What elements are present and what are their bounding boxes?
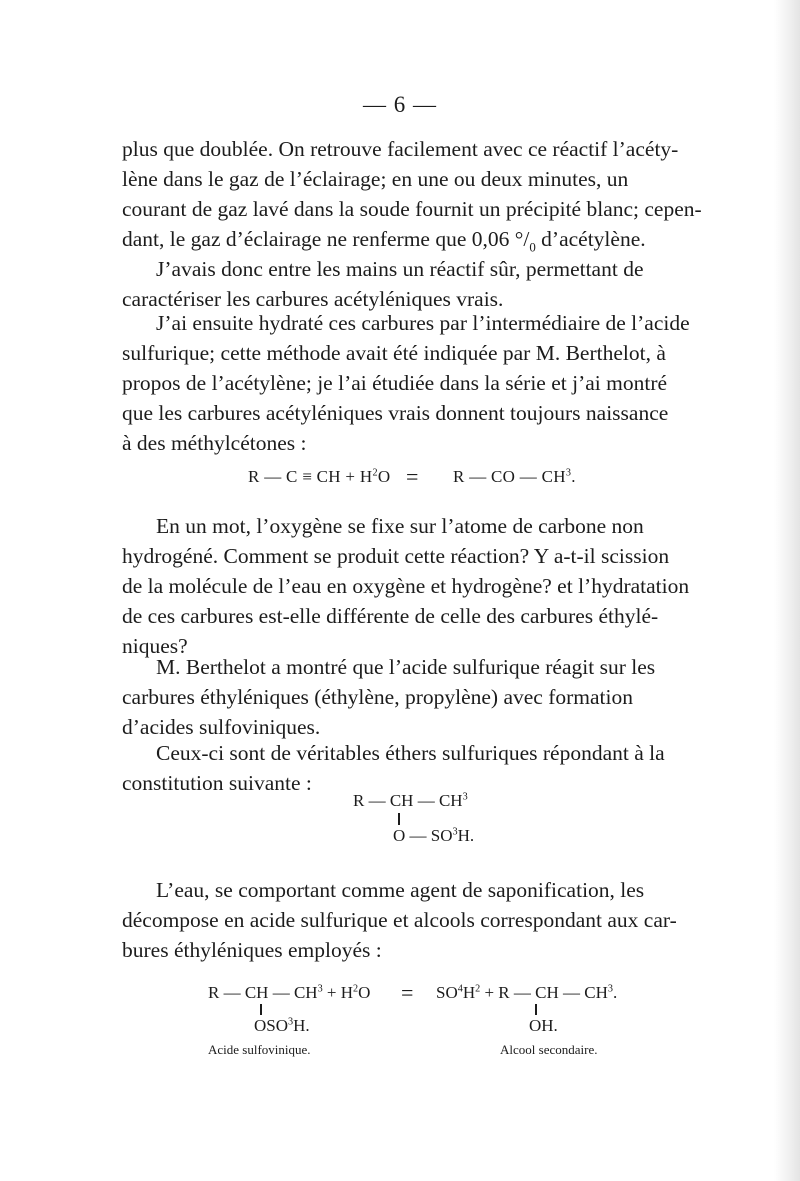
equation-left-side: [248, 467, 390, 487]
text-line: à des méthylcétones :: [122, 431, 307, 455]
formula-text: + R — CH — CH: [480, 983, 608, 1002]
structure-sub-left: [254, 1016, 310, 1036]
formula-text: R — CO — CH: [453, 467, 566, 486]
structure-sub-right: OH.: [529, 1016, 558, 1035]
text-line: plus que doublée. On retrouve facilement avec ce réactif l’acéty-: [122, 137, 679, 161]
text-line: hydrogéné. Comment se produit cette réaction? Y a-t-il scission: [122, 544, 670, 568]
formula-text: OSO: [254, 1016, 289, 1035]
formula-text: .: [612, 983, 618, 1002]
equation-right-side: [436, 983, 617, 1003]
text-line: constitution suivante :: [122, 771, 312, 795]
paragraph-2: [122, 254, 706, 314]
structure-bottom-row: [393, 826, 474, 846]
bond-line: [535, 1004, 537, 1015]
formula-text: H: [462, 983, 476, 1002]
text-line: de ces carbures est-elle différente de celle des carbures éthylé-: [122, 604, 659, 628]
saponification-equation: [208, 980, 628, 1063]
formula-text: .: [571, 467, 576, 486]
text-line: [122, 224, 706, 254]
per-mille-subscript: 0: [529, 240, 536, 255]
text-line: M. Berthelot a montré que l’acide sulfurique réagit sur les: [156, 655, 656, 679]
equation-left-side: [208, 983, 370, 1003]
formula-text: SO: [436, 983, 458, 1002]
formula-text: R — CH — CH: [208, 983, 318, 1002]
sulfovinic-acid-structure: [353, 791, 513, 851]
paragraph-3: [122, 308, 706, 458]
text-line: J’avais donc entre les mains un réactif sûr, permettant de: [156, 257, 644, 281]
superscript: 4: [457, 983, 463, 995]
superscript: 2: [353, 983, 359, 995]
formula-text: O: [358, 983, 371, 1002]
page-edge-shadow: [774, 0, 800, 1181]
text-line: En un mot, l’oxygène se fixe sur l’atome de carbone non: [156, 514, 644, 538]
superscript: 3: [288, 1016, 294, 1028]
paragraph-6: [122, 738, 706, 798]
text-line: carbures éthyléniques (éthylène, propylène) avec formation: [122, 685, 634, 709]
formula-text: H.: [457, 826, 475, 845]
superscript: 3: [452, 826, 458, 838]
formula-text: R — CH — CH: [353, 791, 463, 810]
paragraph-1: [122, 134, 706, 254]
text-line: Ceux-ci sont de véritables éthers sulfuriques répondant à la: [156, 741, 665, 765]
text-line: J’ai ensuite hydraté ces carbures par l’intermédiaire de l’acide: [156, 311, 690, 335]
bond-line: [260, 1004, 262, 1015]
paragraph-7: [122, 875, 706, 965]
structure-top-row: [353, 791, 468, 811]
superscript: 3: [565, 467, 572, 479]
text-line: que les carbures acétyléniques vrais donnent toujours naissance: [122, 401, 669, 425]
equals-sign: =: [401, 980, 414, 1005]
superscript: 3: [607, 983, 613, 995]
text-line: sulfurique; cette méthode avait été indiquée par M. Berthelot, à: [122, 341, 666, 365]
formula-text: R — C ≡ CH + H: [248, 467, 373, 486]
text-line: niques?: [122, 634, 188, 658]
formula-text: H.: [293, 1016, 310, 1035]
paragraph-5: [122, 652, 706, 742]
caption-sulfovinic-acid: Acide sulfovinique.: [208, 1042, 311, 1057]
superscript: 3: [317, 983, 323, 995]
formula-text: + H: [322, 983, 354, 1002]
text-line: lène dans le gaz de l’éclairage; en une ou deux minutes, un: [122, 167, 629, 191]
text-run: d’acétylène.: [535, 227, 646, 251]
caption-secondary-alcohol: Alcool secondaire.: [500, 1042, 598, 1057]
page-number: — 6 —: [363, 92, 437, 117]
superscript: 2: [372, 467, 378, 479]
text-line: L’eau, se comportant comme agent de saponification, les: [156, 878, 645, 902]
superscript: 3: [462, 791, 468, 803]
text-line: bures éthyléniques employés :: [122, 938, 382, 962]
paragraph-4: [122, 511, 706, 661]
text-line: caractériser les carbures acétyléniques vrais.: [122, 287, 504, 311]
text-line: de la molécule de l’eau en oxygène et hydrogène? et l’hydratation: [122, 574, 690, 598]
formula-text: O: [377, 467, 391, 486]
text-line: courant de gaz lavé dans la soude fournit un précipité blanc; cepen-: [122, 197, 702, 221]
equals-sign: =: [406, 464, 419, 489]
superscript: 2: [475, 983, 481, 995]
text-line: décompose en acide sulfurique et alcools correspondant aux car-: [122, 908, 677, 932]
text-line: d’acides sulfoviniques.: [122, 715, 321, 739]
text-line: propos de l’acétylène; je l’ai étudiée dans la série et j’ai montré: [122, 371, 668, 395]
formula-text: O — SO: [393, 826, 453, 845]
bond-line: [398, 813, 400, 825]
text-run: dant, le gaz d’éclairage ne renferme que 0,06 °/: [122, 227, 530, 251]
equation-right-side: [453, 467, 576, 487]
